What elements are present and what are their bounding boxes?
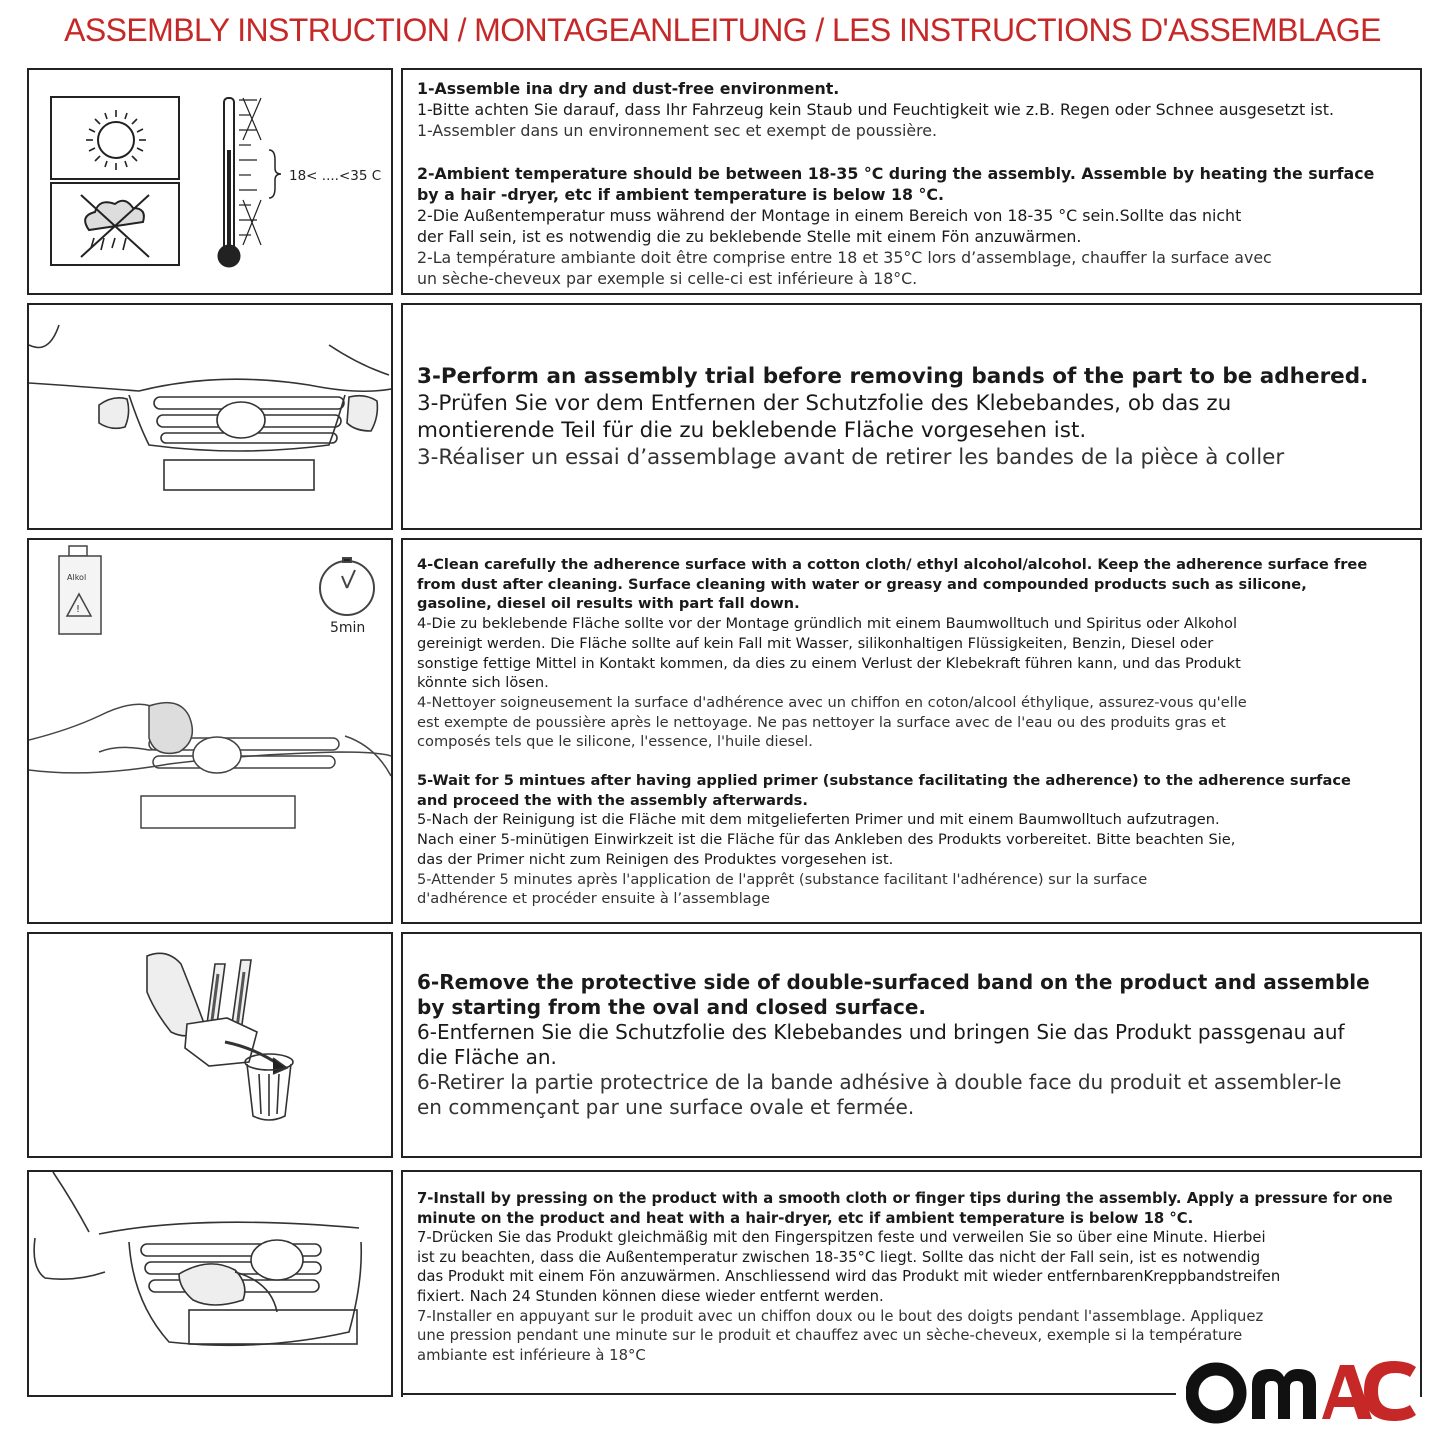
bottle-label: Alkol (67, 573, 87, 582)
step1-en: 1-Assemble ina dry and dust-free environment. (417, 79, 840, 98)
step7-de-3: das Produkt mit einem Fön anzuwärmen. Anschliessend wird das Produkt mit wieder entfernbarenKreppbandstreifen (417, 1268, 1281, 1286)
hand-right-icon (347, 396, 377, 431)
step7-fr-1: 7-Installer en appuyant sur le produit avec un chiffon doux ou le bout des doigts pendant l'assemblage. Appliquez (417, 1307, 1264, 1325)
step5-fr-1: 5-Attender 5 minutes après l'application de l'apprêt (substance facilitant l'adhérence) sur la surface (417, 870, 1148, 888)
cloth-icon (149, 703, 192, 754)
omac-logo (1186, 1357, 1418, 1425)
timer-label: 5min (330, 620, 366, 636)
step2-fr-2: un sèche-cheveux par exemple si celle-ci est inférieure à 18°C. (417, 269, 918, 288)
step4-en-2: from dust after cleaning. Surface cleaning with water or greasy and compounded products such as silicone, (417, 575, 1307, 593)
logo-m (1252, 1369, 1316, 1419)
step2-en-1: 2-Ambient temperature should be between 18-35 °C during the assembly. Assemble by heating the surface (417, 164, 1375, 183)
step4-de-4: könnte sich lösen. (417, 674, 549, 692)
step2-de-2: der Fall sein, ist es notwendig die zu beklebende Stelle mit einem Fön anzuwärmen. (417, 227, 1082, 246)
step-3-text (401, 303, 1422, 530)
step5-de-1: 5-Nach der Reinigung ist die Fläche mit dem mitgelieferten Primer und mit einem Baumwolltuch aufzutragen. (417, 811, 1220, 829)
step2-en-2: by a hair -dryer, etc if ambient temperature is below 18 °C. (417, 185, 944, 204)
step4-fr-3: composés tels que le silicone, l'essence, l'huile diesel. (417, 733, 813, 751)
car-front-drawing (29, 325, 391, 490)
step6-de-1: 6-Entfernen Sie die Schutzfolie des Klebebandes und bringen Sie das Produkt passgenau auf (417, 1020, 1345, 1044)
step7-fr-3: ambiante est inférieure à 18°C (417, 1346, 646, 1364)
step2-de-1: 2-Die Außentemperatur muss während der Montage in einem Bereich von 18-35 °C sein.Sollte das nicht (417, 206, 1242, 225)
step7-en-2: minute on the product and heat with a hair-dryer, etc if ambient temperature is below 18 °C. (417, 1209, 1194, 1227)
step6-fr-2: en commençant par une surface ovale et fermée. (417, 1095, 915, 1119)
plate-icon (141, 796, 295, 828)
illustration-cleaning (27, 538, 393, 924)
plate-icon (164, 460, 314, 490)
step-4-5-text (401, 538, 1422, 924)
alcohol-bottle-icon (59, 546, 101, 634)
grille-icon (154, 397, 344, 443)
illustration-remove-tape (27, 932, 393, 1158)
trash-bin-icon (245, 1054, 293, 1120)
step5-de-2: Nach einer 5-minütigen Einwirkzeit ist die Fläche für das Ankleben des Produkts vorbereitet. Bitte beachten Sie, (417, 831, 1236, 849)
step3-de-2: montierende Teil für die zu beklebende Fläche vorgesehen ist. (417, 417, 1087, 443)
step2-fr-1: 2-La température ambiante doit être comprise entre 18 et 35°C lors d’assemblage, chauffer la surface avec (417, 248, 1272, 267)
step3-de-1: 3-Prüfen Sie vor dem Entfernen der Schutzfolie des Klebebandes, ob das zu (417, 390, 1232, 416)
step5-fr-2: d'adhérence et procéder ensuite à l’assemblage (417, 890, 770, 908)
thermo-label: 18< ....<35 C (289, 168, 382, 184)
step5-en-2: and proceed the with the assembly afterwards. (417, 791, 808, 809)
hand-icon (179, 1264, 245, 1305)
page-title: ASSEMBLY INSTRUCTION / MONTAGEANLEITUNG / LES INSTRUCTIONS D'ASSEMBLAGE (64, 12, 1381, 48)
step6-en-1: 6-Remove the protective side of double-surfaced band on the product and assemble (417, 970, 1370, 994)
illustration-environment (27, 68, 393, 295)
timer-icon (320, 558, 374, 615)
step7-de-1: 7-Drücken Sie das Produkt gleichmäßig mit den Fingerspitzen feste und verweilen Sie so über eine Minute. Hierbei (417, 1229, 1266, 1247)
step3-fr: 3-Réaliser un essai d’assemblage avant de retirer les bandes de la pièce à coller (417, 444, 1285, 470)
step3-en: 3-Perform an assembly trial before removing bands of the part to be adhered. (417, 363, 1369, 389)
step7-de-2: ist zu beachten, dass die Außentemperatur zwischen 18-35°C liegt. Sollte das nicht der Fall sein, ist es notwendig (417, 1248, 1261, 1266)
step4-de-3: sonstige fettige Mittel in Kontakt kommen, da dies zu einem Verlust der Klebekraft führen kann, und das Produkt (417, 654, 1241, 672)
step4-en-3: gasoline, diesel oil results with part fall down. (417, 595, 800, 613)
step6-en-2: by starting from the oval and closed surface. (417, 995, 927, 1019)
logo-c (1364, 1361, 1416, 1421)
step4-de-1: 4-Die zu beklebende Fläche sollte vor der Montage gründlich mit einem Baumwolltuch und Spiritus oder Alkohol (417, 615, 1238, 633)
warning-icon: ! (76, 604, 81, 615)
step6-fr-1: 6-Retirer la partie protectrice de la bande adhésive à double face du produit et assembler-le (417, 1070, 1342, 1094)
step7-en-1: 7-Install by pressing on the product with a smooth cloth or finger tips during the assembly. Apply a pressure for one (417, 1190, 1393, 1207)
step5-de-3: das der Primer nicht zum Reinigen des Produktes vorgesehen ist. (417, 850, 894, 868)
step-6-text (401, 932, 1422, 1158)
step-1-2-text (401, 68, 1422, 295)
step1-fr: 1-Assembler dans un environnement sec et exempt de poussière. (417, 121, 937, 140)
step4-en-1: 4-Clean carefully the adherence surface with a cotton cloth/ ethyl alcohol/alcohol. Keep the adherence surface free (417, 556, 1368, 573)
thermometer-icon (218, 98, 381, 267)
step5-en-1: 5-Wait for 5 mintues after having applied primer (substance facilitating the adherence) to the adherence surface (417, 772, 1351, 790)
car-front-drawing (29, 703, 391, 828)
illustration-press-install (27, 1170, 393, 1397)
step4-fr-1: 4-Nettoyer soigneusement la surface d'adhérence avec un chiffon en coton/alcool éthylique, assurez-vous qu'elle (417, 693, 1247, 711)
sun-icon (51, 97, 179, 179)
no-rain-icon (51, 183, 179, 265)
step4-fr-2: est exempte de poussière après le nettoyage. Ne pas nettoyer la surface avec de l'eau ou des produits gras et (417, 713, 1226, 731)
divider (401, 1393, 1176, 1395)
step7-de-4: fixiert. Nach 24 Stunden können diese wieder entfernt werden. (417, 1287, 884, 1305)
illustration-trial-fit (27, 303, 393, 530)
step6-de-2: die Fläche an. (417, 1045, 557, 1069)
plate-icon (189, 1310, 357, 1344)
hand-left-icon (99, 398, 129, 428)
step1-de: 1-Bitte achten Sie darauf, dass Ihr Fahrzeug kein Staub und Feuchtigkeit wie z.B. Regen oder Schnee ausgesetzt ist. (417, 100, 1334, 119)
step7-fr-2: une pression pendant une minute sur le produit et chauffez avec un sèche-cheveux, exemple si la température (417, 1327, 1243, 1345)
step4-de-2: gereinigt werden. Die Fläche sollte auf kein Fall mit Wasser, silikonhaltigen Flüssigkeiten, Benzin, Diesel oder (417, 634, 1214, 652)
logo-o (1192, 1369, 1240, 1417)
